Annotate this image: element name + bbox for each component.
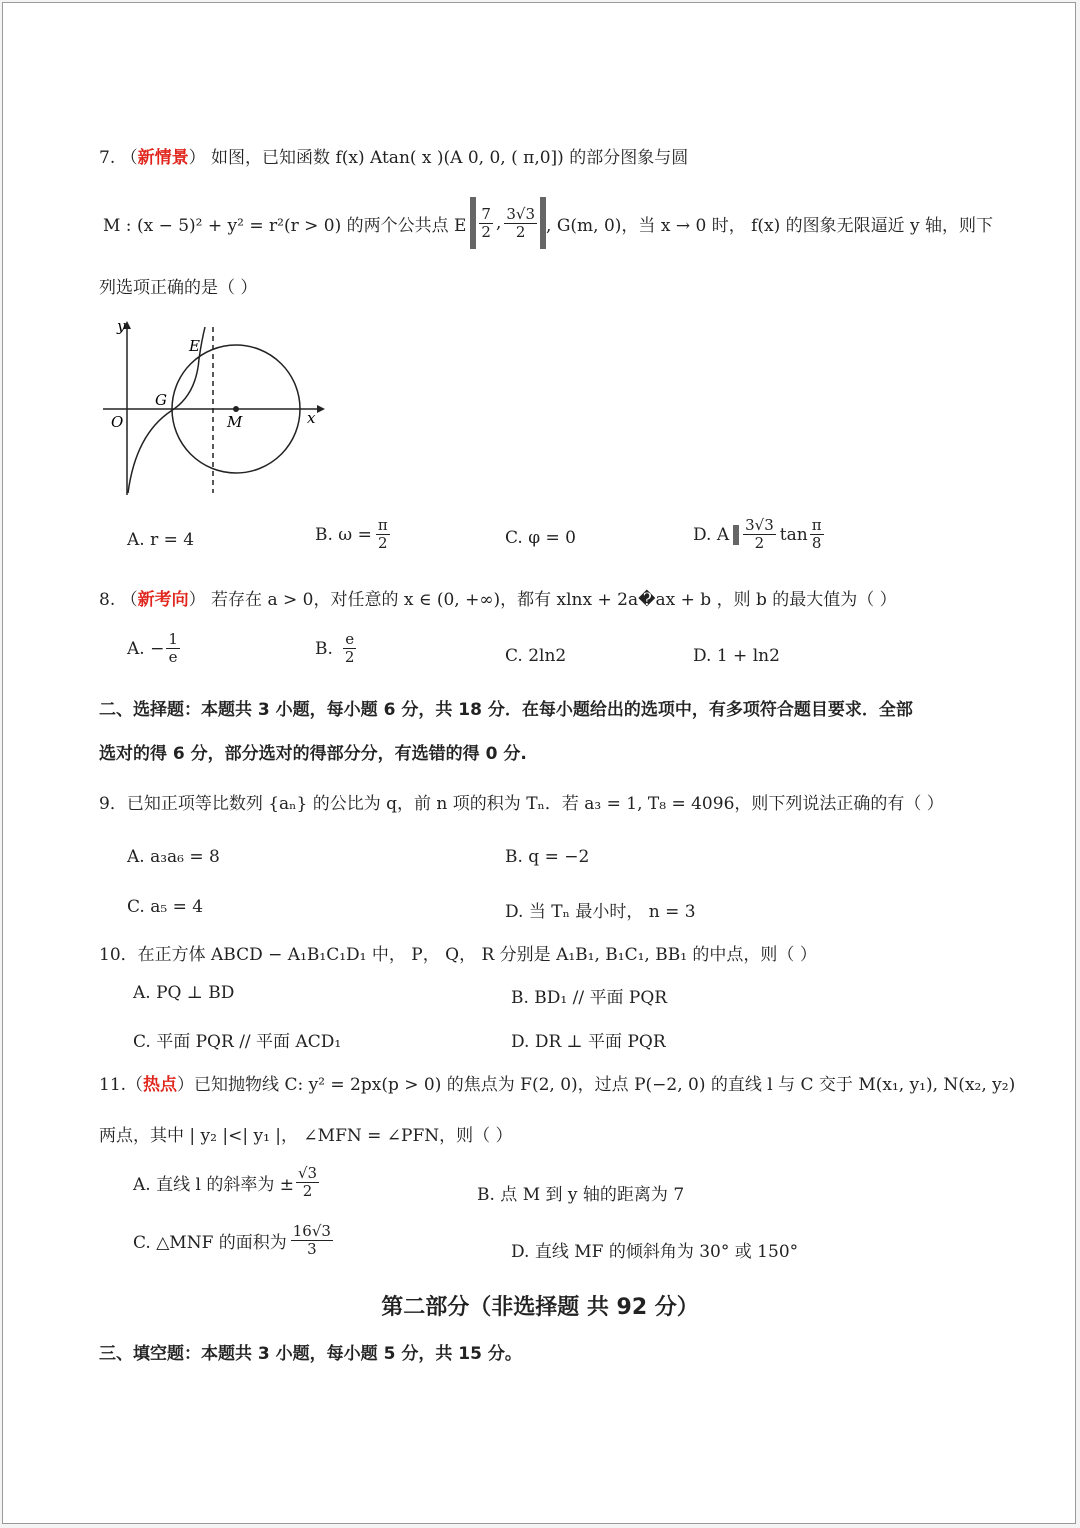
q10-option-b: B. BD₁ // 平面 PQR [511, 988, 668, 1008]
x-axis-arrow [317, 405, 325, 413]
q7-option-a: A. r = 4 [127, 530, 195, 550]
q11-option-d: D. 直线 MF 的倾斜角为 30° 或 150° [511, 1242, 799, 1262]
q11-tag: 热点 [143, 1075, 178, 1095]
origin-label: O [111, 413, 124, 431]
q7-stem: 如图，已知函数 f(x) Atan( x )(A 0, 0, ( π,0]) 的部分图象与圆 [211, 148, 689, 168]
y-label: y [117, 317, 126, 335]
q9-option-c: C. a₅ = 4 [127, 897, 204, 917]
g-label: G [155, 391, 167, 409]
q9-stem: 9．已知正项等比数列 {aₙ} 的公比为 q，前 n 项的积为 Tₙ．若 a₃ = 1, T₈ = 4096，则下列说法正确的有（ ） [99, 794, 944, 814]
q8-option-b: B. $\frac{e}{2}$ [315, 630, 355, 666]
q8-tag: 新考向 [137, 590, 189, 610]
q10-option-c: C. 平面 PQR // 平面 ACD₁ [133, 1032, 342, 1052]
q10-stem: 10．在正方体 ABCD − A₁B₁C₁D₁ 中， P， Q， R 分别是 A₁B₁, B₁C₁, BB₁ 的中点，则（ ） [99, 945, 817, 965]
q7-line2-suffix: , G(m, 0)，当 x → 0 时， f(x) 的图象无限逼近 y 轴，则下 [546, 215, 994, 236]
left-bracket [470, 197, 476, 249]
point-m [233, 406, 239, 412]
exam-page [2, 2, 1076, 1524]
q11-option-c: C. △MNF 的面积为 $\frac{16√3}{3}$ [133, 1222, 331, 1258]
q8-option-d: D. 1 + ln2 [693, 646, 780, 666]
q7-graph [99, 315, 329, 501]
q7-number: 7. [99, 148, 116, 168]
e-label: E [189, 337, 200, 355]
q8-option-c: C. 2ln2 [505, 646, 567, 666]
part2-title: 第二部分（非选择题 共 92 分） [381, 1295, 699, 1320]
q9-option-b: B. q = −2 [505, 847, 590, 867]
e-x-fraction: $\frac{7}{2}$ [481, 204, 491, 241]
section2-line1: 二、选择题：本题共 3 小题，每小题 6 分，共 18 分．在每小题给出的选项中，有多项符合题目要求．全部 [99, 700, 913, 720]
q11-option-b: B. 点 M 到 y 轴的距离为 7 [477, 1185, 685, 1205]
q8-option-a: A. − $\frac{1}{e}$ [127, 630, 178, 666]
q7-tag-open: （ [120, 148, 138, 168]
q7-option-c: C. φ = 0 [505, 528, 576, 548]
x-label: x [307, 409, 316, 427]
q9-option-d: D. 当 Tₙ 最小时， n = 3 [505, 902, 696, 922]
q7-tag-close: ） [188, 148, 206, 168]
q10-option-d: D. DR ⊥ 平面 PQR [511, 1032, 666, 1052]
section2-line2: 选对的得 6 分，部分选对的得部分分，有选错的得 0 分. [99, 744, 527, 764]
q7-line3: 列选项正确的是（ ） [99, 278, 258, 298]
q11-option-a: A. 直线 l 的斜率为 ± $\frac{√3}{2}$ [133, 1164, 318, 1200]
q9-option-a: A. a₃a₆ = 8 [127, 847, 220, 867]
q10-option-a: A. PQ ⊥ BD [133, 983, 235, 1003]
q7-line2: M : (x − 5)² + y² = r²(r > 0) 的两个公共点 E $\frac{7}{2}$ , $\frac{3√3}{2}$ , G(m, 0)，当 x → 0 时， f(x) 的图象无限逼近 y 轴，则下 [103, 193, 993, 253]
q7-tag: 新情景 [137, 148, 189, 168]
q7-option-b: B. ω = $\frac{\pi}{2}$ [315, 516, 388, 552]
q11-line2: 两点，其中 | y₂ |<| y₁ |， ∠MFN = ∠PFN，则（ ） [99, 1126, 513, 1146]
q7-circle-eq: M : (x − 5)² + y² = r²(r > 0) 的两个公共点 E [103, 215, 467, 236]
q7-option-d: D. A $\frac{3√3}{2}$ tan $\frac{\pi}{8}$ [693, 516, 822, 552]
q11-stem: 11.（热点）已知抛物线 C: y² = 2px(p > 0) 的焦点为 F(2, 0)，过点 P(−2, 0) 的直线 l 与 C 交于 M(x₁, y₁), N(x₂, y₂) [99, 1075, 1016, 1095]
m-label: M [227, 413, 243, 431]
q8-stem: 8. （新考向） 若存在 a > 0，对任意的 x ∈ (0, +∞)，都有 xlnx + 2a�ax + b ，则 b 的最大值为（ ） [99, 590, 897, 610]
section3-line1: 三、填空题：本题共 3 小题，每小题 5 分，共 15 分。 [99, 1344, 522, 1364]
q7-line1 [99, 143, 688, 168]
e-y-fraction: $\frac{3√3}{2}$ [506, 204, 536, 241]
